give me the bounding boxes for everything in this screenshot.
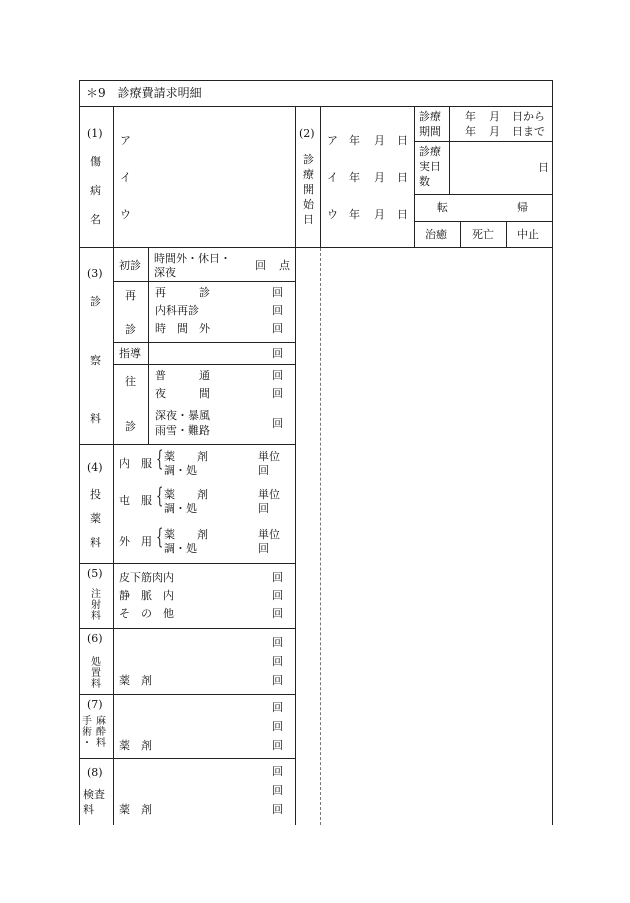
days-label-1: 診療 (419, 145, 441, 158)
shinsatsu-bottom-line (79, 444, 295, 445)
chusha-item-1: 皮下筋肉内 (119, 571, 174, 584)
days-label-2: 実日 (419, 160, 441, 173)
shoshin-unit-1: 回 (255, 259, 266, 272)
days-unit: 日 (538, 161, 549, 174)
dashed-divider (320, 248, 321, 825)
kensa-drug: 薬 剤 (119, 803, 152, 816)
shujutsu-label-right: 麻 酔 料 (96, 716, 106, 749)
disease-item-i: イ (120, 171, 131, 184)
disease-num: (1) (87, 127, 103, 140)
saishin-unit-3: 回 (272, 322, 283, 335)
shochi-unit-1: 回 (272, 636, 283, 649)
kensa-unit-2: 回 (272, 784, 283, 797)
period-days-divider (414, 141, 552, 142)
shochi-unit-3: 回 (272, 674, 283, 687)
table-top-border (79, 80, 552, 81)
shochi-label: 処 置 料 (91, 657, 101, 690)
shoshin-unit-2: 点 (279, 259, 290, 272)
saishin-item-2: 内科再診 (155, 304, 199, 317)
lower-label-divider (113, 248, 114, 825)
disease-item-u: ウ (120, 208, 131, 221)
shinsatsu-num: (3) (87, 267, 103, 280)
outcome-divider-1 (460, 221, 461, 247)
shujutsu-unit-1: 回 (272, 701, 283, 714)
outcome-discontinue: 中止 (517, 228, 539, 241)
shoshin-bottom-line (113, 281, 295, 282)
shochi-bottom-line (79, 694, 295, 695)
outcome-label-2: 帰 (517, 201, 528, 214)
chusha-bottom-line (79, 628, 295, 629)
shujutsu-unit-3: 回 (272, 739, 283, 752)
oushin-unit-3: 回 (272, 417, 283, 430)
outcome-death: 死亡 (472, 228, 494, 241)
period-label-2: 期間 (419, 125, 441, 138)
saishin-label-bottom: 診 (125, 323, 136, 336)
outcome-options-divider (414, 221, 552, 222)
chusha-item-2: 静 脈 内 (119, 589, 174, 602)
shujutsu-bottom-line (79, 758, 295, 759)
disease-start-divider (295, 106, 296, 247)
right-edge-lower (552, 248, 553, 825)
disease-item-a: ア (120, 134, 131, 147)
shoshin-text-1: 時間外・休日・ (154, 252, 231, 265)
saishin-label-top: 再 (125, 289, 136, 302)
start-period-divider (414, 106, 415, 247)
oushin-unit-2: 回 (272, 387, 283, 400)
shinsatsu-sub-divider (148, 248, 149, 444)
table-right-border (552, 80, 553, 248)
oushin-label-top: 往 (125, 375, 136, 388)
chusha-label: 注 射 料 (91, 589, 101, 622)
upper-section-bottom-line (79, 247, 552, 248)
touyaku-label-1: 投 (90, 488, 101, 501)
shido-label: 指導 (119, 347, 141, 360)
oushin-item-1: 普 通 (155, 369, 210, 382)
header-bottom-line (79, 106, 552, 107)
chusha-unit-2: 回 (272, 589, 283, 602)
shinsatsu-label-1: 診 (90, 295, 101, 308)
shochi-num: (6) (87, 632, 103, 645)
shinsatsu-label-2: 察 (90, 354, 101, 367)
outcome-label: 転 (437, 201, 448, 214)
days-outcome-divider (414, 194, 552, 195)
oushin-unit-1: 回 (272, 369, 283, 382)
shoshin-text-2: 深夜 (154, 266, 176, 279)
start-label: 診 療 開 始 日 (303, 153, 314, 226)
oushin-item-3b: 雨雪・難路 (155, 424, 210, 437)
kensa-label-2: 料 (83, 803, 94, 816)
shoshin-label: 初診 (119, 259, 141, 272)
touyaku-bottom-line (79, 563, 295, 564)
saishin-unit-1: 回 (272, 286, 283, 299)
shujutsu-label-left: 手 術 ・ (82, 716, 92, 749)
shujutsu-num: (7) (87, 698, 103, 711)
period-label-1: 診療 (419, 110, 441, 123)
shochi-unit-2: 回 (272, 655, 283, 668)
saishin-bottom-line (113, 342, 295, 343)
table-left-border (79, 80, 80, 825)
shido-unit: 回 (272, 347, 283, 360)
outcome-cure: 治癒 (425, 228, 447, 241)
touyaku-num: (4) (87, 461, 103, 474)
start-label-divider (320, 106, 321, 247)
oushin-item-3a: 深夜・暴風 (155, 409, 210, 422)
chusha-item-3: そ の 他 (119, 607, 174, 620)
lower-right-divider (295, 248, 296, 825)
saishin-item-1: 再 診 (155, 286, 210, 299)
chusha-num: (5) (87, 567, 103, 580)
shido-bottom-line (113, 364, 295, 365)
start-num: (2) (299, 127, 315, 140)
shochi-drug: 薬 剤 (119, 674, 152, 687)
saishin-item-3: 時 間 外 (155, 322, 210, 335)
oushin-label-bottom: 診 (125, 420, 136, 433)
chusha-unit-3: 回 (272, 607, 283, 620)
touyaku-label-2: 薬 (90, 512, 101, 525)
disease-label: 傷 病 名 (90, 155, 101, 226)
shinsatsu-label-3: 料 (90, 412, 101, 425)
shujutsu-unit-2: 回 (272, 720, 283, 733)
period-label-divider (449, 106, 450, 194)
kensa-label-1: 検査 (83, 788, 105, 801)
kensa-unit-1: 回 (272, 765, 283, 778)
form-title: ＊9 診療費請求明細 (86, 86, 202, 100)
disease-label-divider (113, 106, 114, 247)
saishin-unit-2: 回 (272, 304, 283, 317)
oushin-item-2: 夜 間 (155, 387, 210, 400)
kensa-unit-3: 回 (272, 803, 283, 816)
chusha-unit-1: 回 (272, 571, 283, 584)
days-label-3: 数 (419, 175, 430, 188)
kensa-num: (8) (87, 766, 103, 779)
touyaku-label-3: 料 (90, 536, 101, 549)
shujutsu-drug: 薬 剤 (119, 739, 152, 752)
outcome-divider-2 (506, 221, 507, 247)
